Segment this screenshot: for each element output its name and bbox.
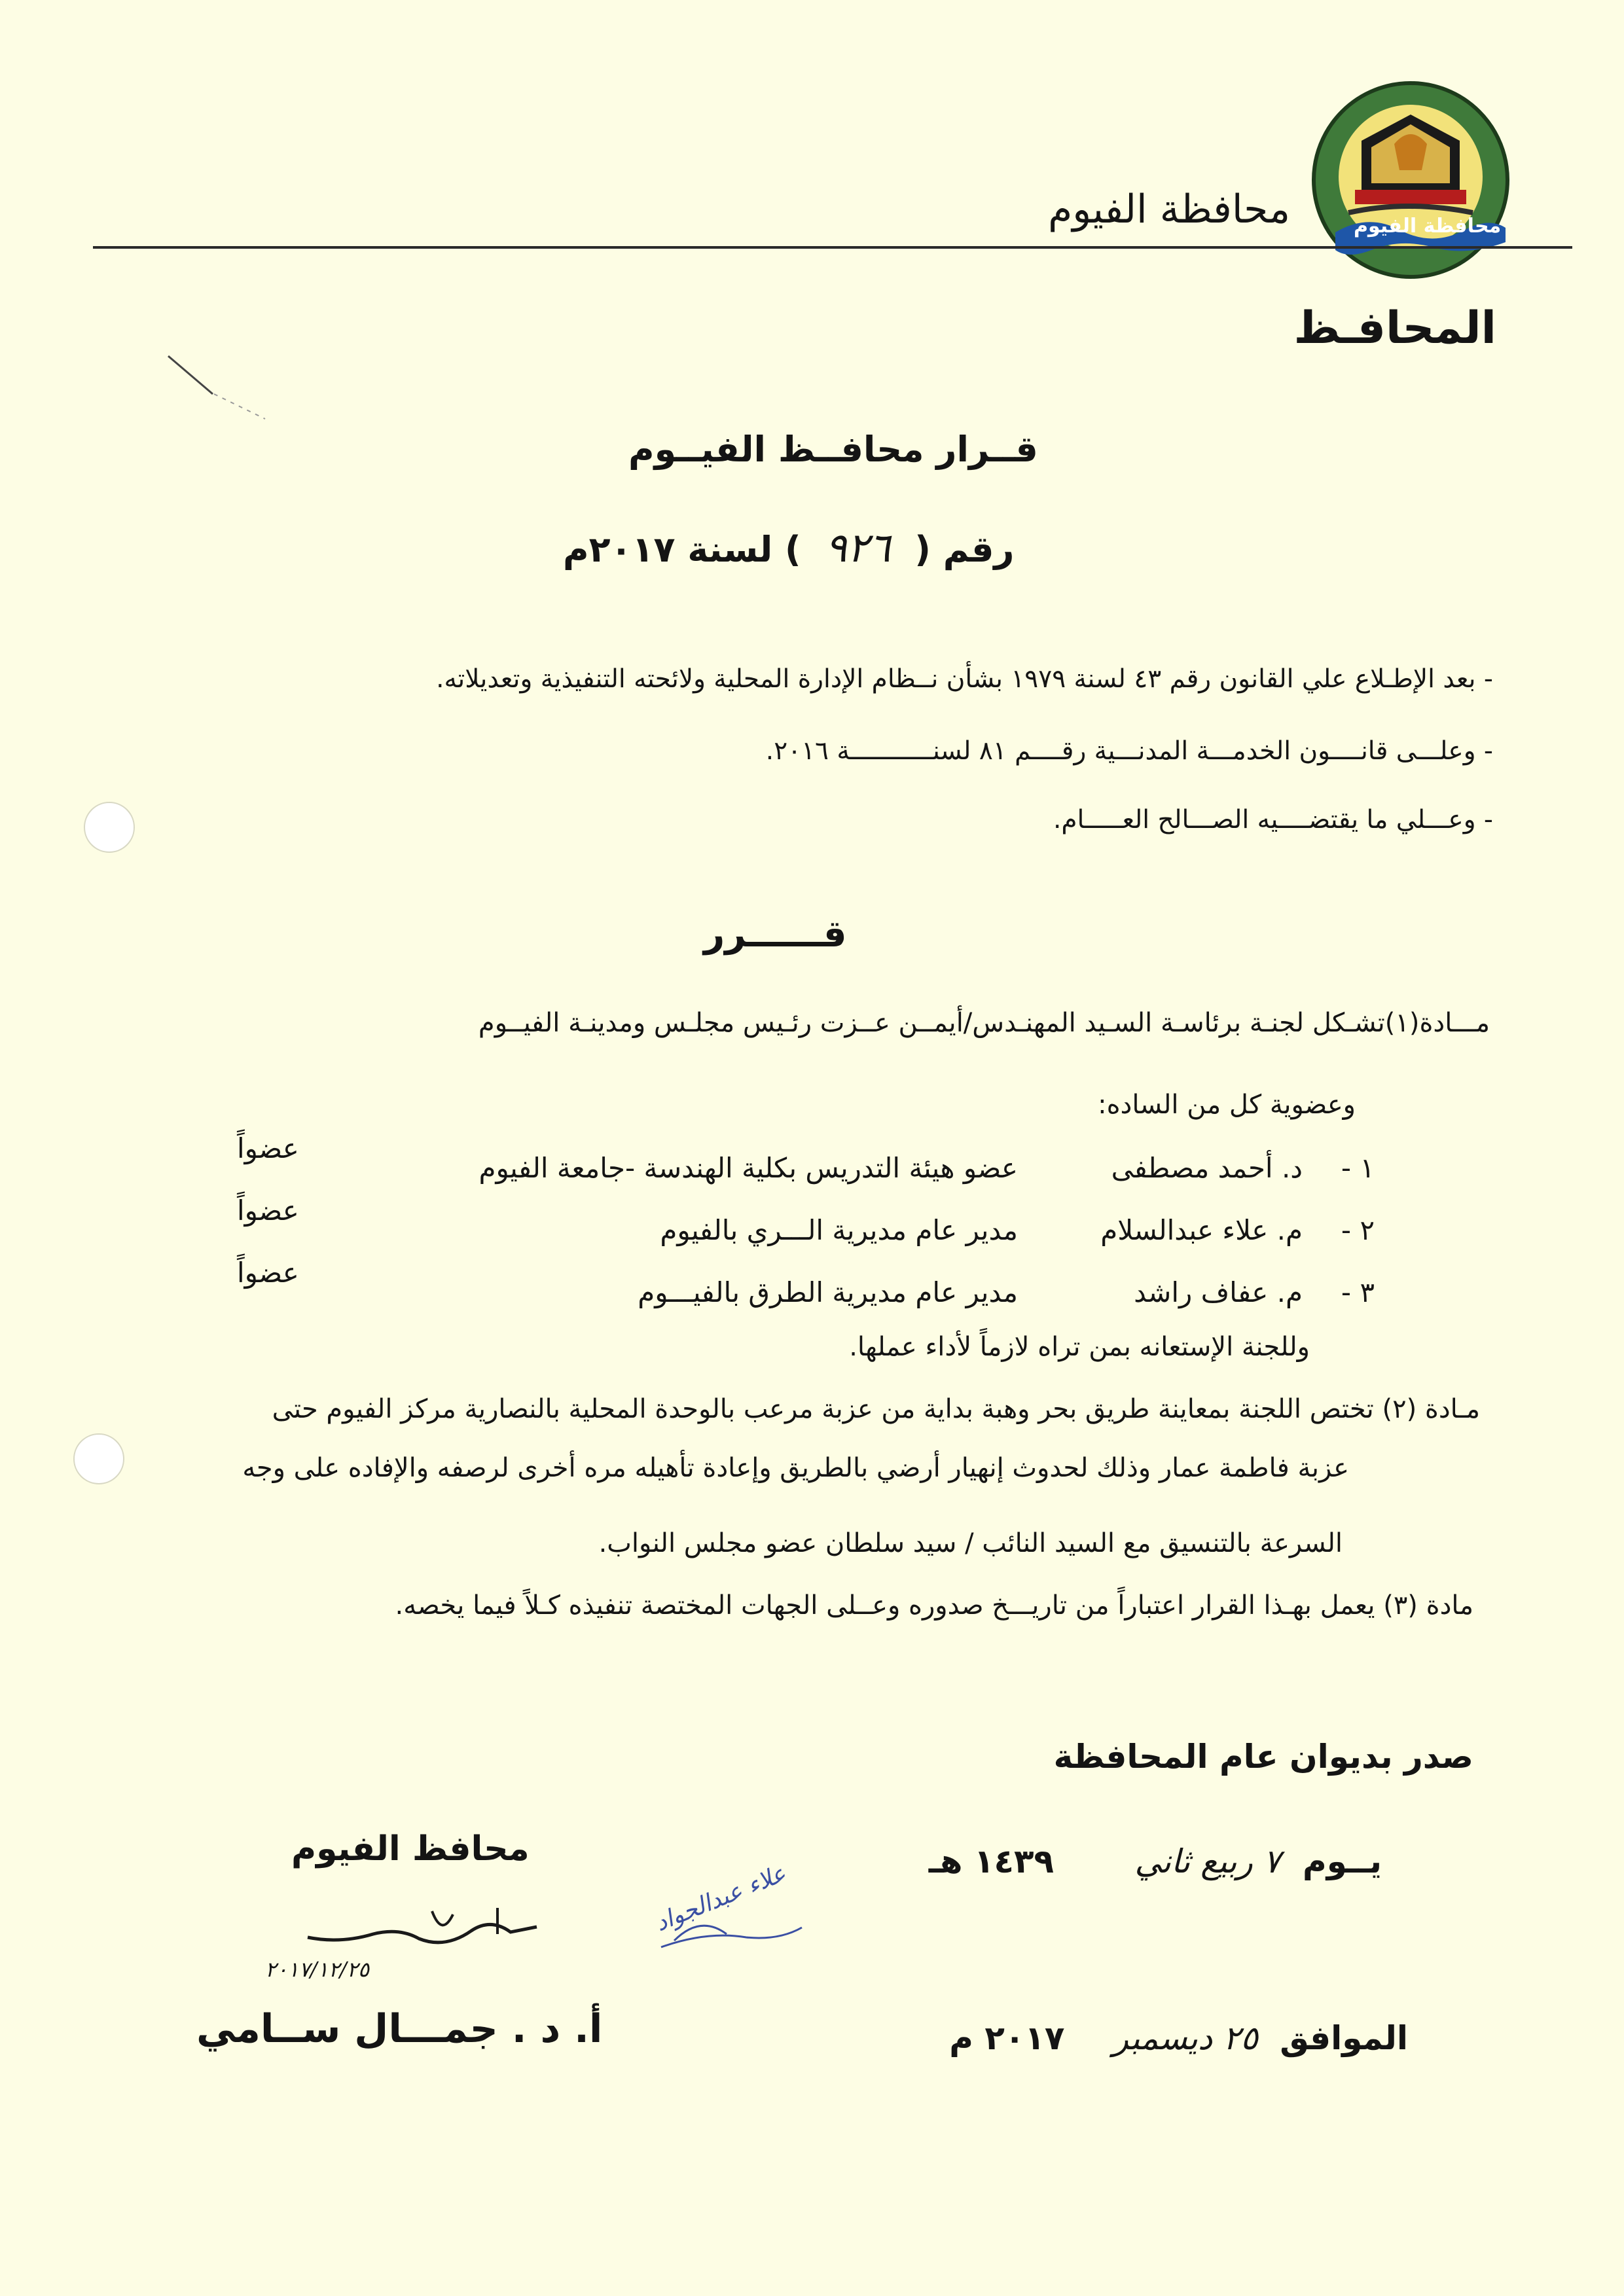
governor-title: محافظ الفيوم bbox=[291, 1829, 530, 1869]
initials-handwritten: علاء عبدالجواد bbox=[651, 1859, 790, 1937]
decree-number-prefix: رقم ( bbox=[914, 529, 1015, 570]
governor-name: أ. د . جمـــال ســامي bbox=[196, 2006, 603, 2052]
governorate-name: محافظة الفيوم bbox=[1048, 187, 1290, 232]
article-1-line-1: مـــادة(١)تشـكل لجنـة برئاسـة السـيد المهنـدس/أيمــن عــزت رئـيس مجلـس ومدينـة الفيــوم bbox=[478, 1008, 1490, 1038]
preamble-3: - وعـــلي ما يقتضــــيه الصـــالح العـــــام. bbox=[1053, 805, 1493, 834]
preamble-1: - بعد الإطـلاع علي القانون رقم ٤٣ لسنة ١٩٧٩ بشأن نــظام الإدارة المحلية ولائحته التنفيذية وتعديلاته. bbox=[436, 664, 1493, 694]
agreed-label: الموافق bbox=[1280, 2019, 1408, 2057]
punch-hole-bottom bbox=[73, 1433, 124, 1484]
member-row-2 bbox=[196, 1194, 1375, 1273]
member-role: عضواً bbox=[237, 1194, 299, 1227]
preamble-2: - وعلـــى قانــــون الخدمـــة المدنـــية رقــــم ٨١ لسنـــــــــــة ٢٠١٦. bbox=[765, 736, 1493, 766]
member-name: د. أحمد مصطفى bbox=[1111, 1152, 1303, 1184]
punch-hole-top bbox=[84, 802, 135, 853]
governor-signature bbox=[301, 1898, 550, 1957]
signature-date: ٢٠١٧/١٢/٢٥ bbox=[265, 1957, 370, 1982]
decree-number-line bbox=[563, 524, 1015, 571]
member-name: م. علاء عبدالسلام bbox=[1100, 1214, 1303, 1246]
office-title: المحافـظ bbox=[1293, 302, 1496, 354]
member-position: عضو هيئة التدريس بكلية الهندسة -جامعة الفيوم bbox=[478, 1152, 1018, 1184]
logo-text: محافظة الفيوم bbox=[1354, 215, 1502, 238]
article-1-line-2: وعضوية كل من الساده: bbox=[1098, 1090, 1356, 1120]
member-role: عضواً bbox=[237, 1132, 299, 1164]
gregorian-date-line bbox=[949, 2019, 1408, 2057]
article-2-line-2: عزبة فاطمة عمار وذلك لحدوث إنهيار أرضي بالطريق وإعادة تأهيله مره أخرى لرصفه والإفاده على وجه bbox=[242, 1453, 1349, 1483]
gregorian-year: ٢٠١٧ م bbox=[949, 2019, 1065, 2057]
resolved-heading: قــــــرر bbox=[704, 913, 847, 956]
article-1-line-3: وللجنة الإستعانه بمن تراه لازماً لأداء عملها. bbox=[849, 1332, 1310, 1362]
decree-number-suffix: ) لسنة ٢٠١٧م bbox=[563, 529, 801, 570]
header-divider bbox=[93, 246, 1572, 249]
governorate-logo bbox=[1309, 79, 1512, 281]
article-2-line-1: مـادة (٢) تختص اللجنة بمعاينة طريق بحر وهبة بداية من عزبة مرعب بالوحدة المحلية بالنصارية مركز الفيوم حتى bbox=[272, 1394, 1480, 1424]
article-3: مادة (٣) يعمل بهـذا القرار اعتباراً من تاريـــخ صدوره وعــلى الجهات المختصة تنفيذه كـلاً فيما يخصه. bbox=[395, 1590, 1473, 1621]
member-number: ٢ - bbox=[1341, 1214, 1375, 1246]
member-position: مدير عام مديرية الطرق بالفيـــوم bbox=[638, 1276, 1018, 1308]
decree-number: ٩٢٦ bbox=[825, 524, 891, 571]
hijri-date-line bbox=[929, 1842, 1382, 1880]
gregorian-day-handwritten: ٢٥ ديسمبر bbox=[1112, 2019, 1258, 2057]
member-role: عضواً bbox=[237, 1257, 299, 1289]
hijri-day-handwritten: ٧ ربيع ثاني bbox=[1134, 1842, 1281, 1880]
member-number: ٣ - bbox=[1341, 1276, 1375, 1308]
article-2-line-3: السرعة بالتنسيق مع السيد النائب / سيد سلطان عضو مجلس النواب. bbox=[598, 1528, 1343, 1558]
hijri-year: ١٤٣٩ هـ bbox=[928, 1842, 1055, 1880]
member-row-1 bbox=[196, 1132, 1375, 1211]
member-name: م. عفاف راشد bbox=[1134, 1276, 1303, 1308]
stray-pen-mark bbox=[167, 353, 272, 425]
member-row-3 bbox=[196, 1257, 1375, 1335]
issued-at: صدر بديوان عام المحافظة bbox=[1053, 1738, 1473, 1776]
member-position: مدير عام مديرية الـــري بالفيوم bbox=[660, 1214, 1018, 1246]
decree-title: قــرار محافــظ الفيــوم bbox=[628, 429, 1038, 470]
day-label: يــوم bbox=[1303, 1842, 1382, 1880]
fayoum-governorate-seal-icon bbox=[1309, 79, 1512, 281]
member-number: ١ - bbox=[1341, 1152, 1375, 1184]
